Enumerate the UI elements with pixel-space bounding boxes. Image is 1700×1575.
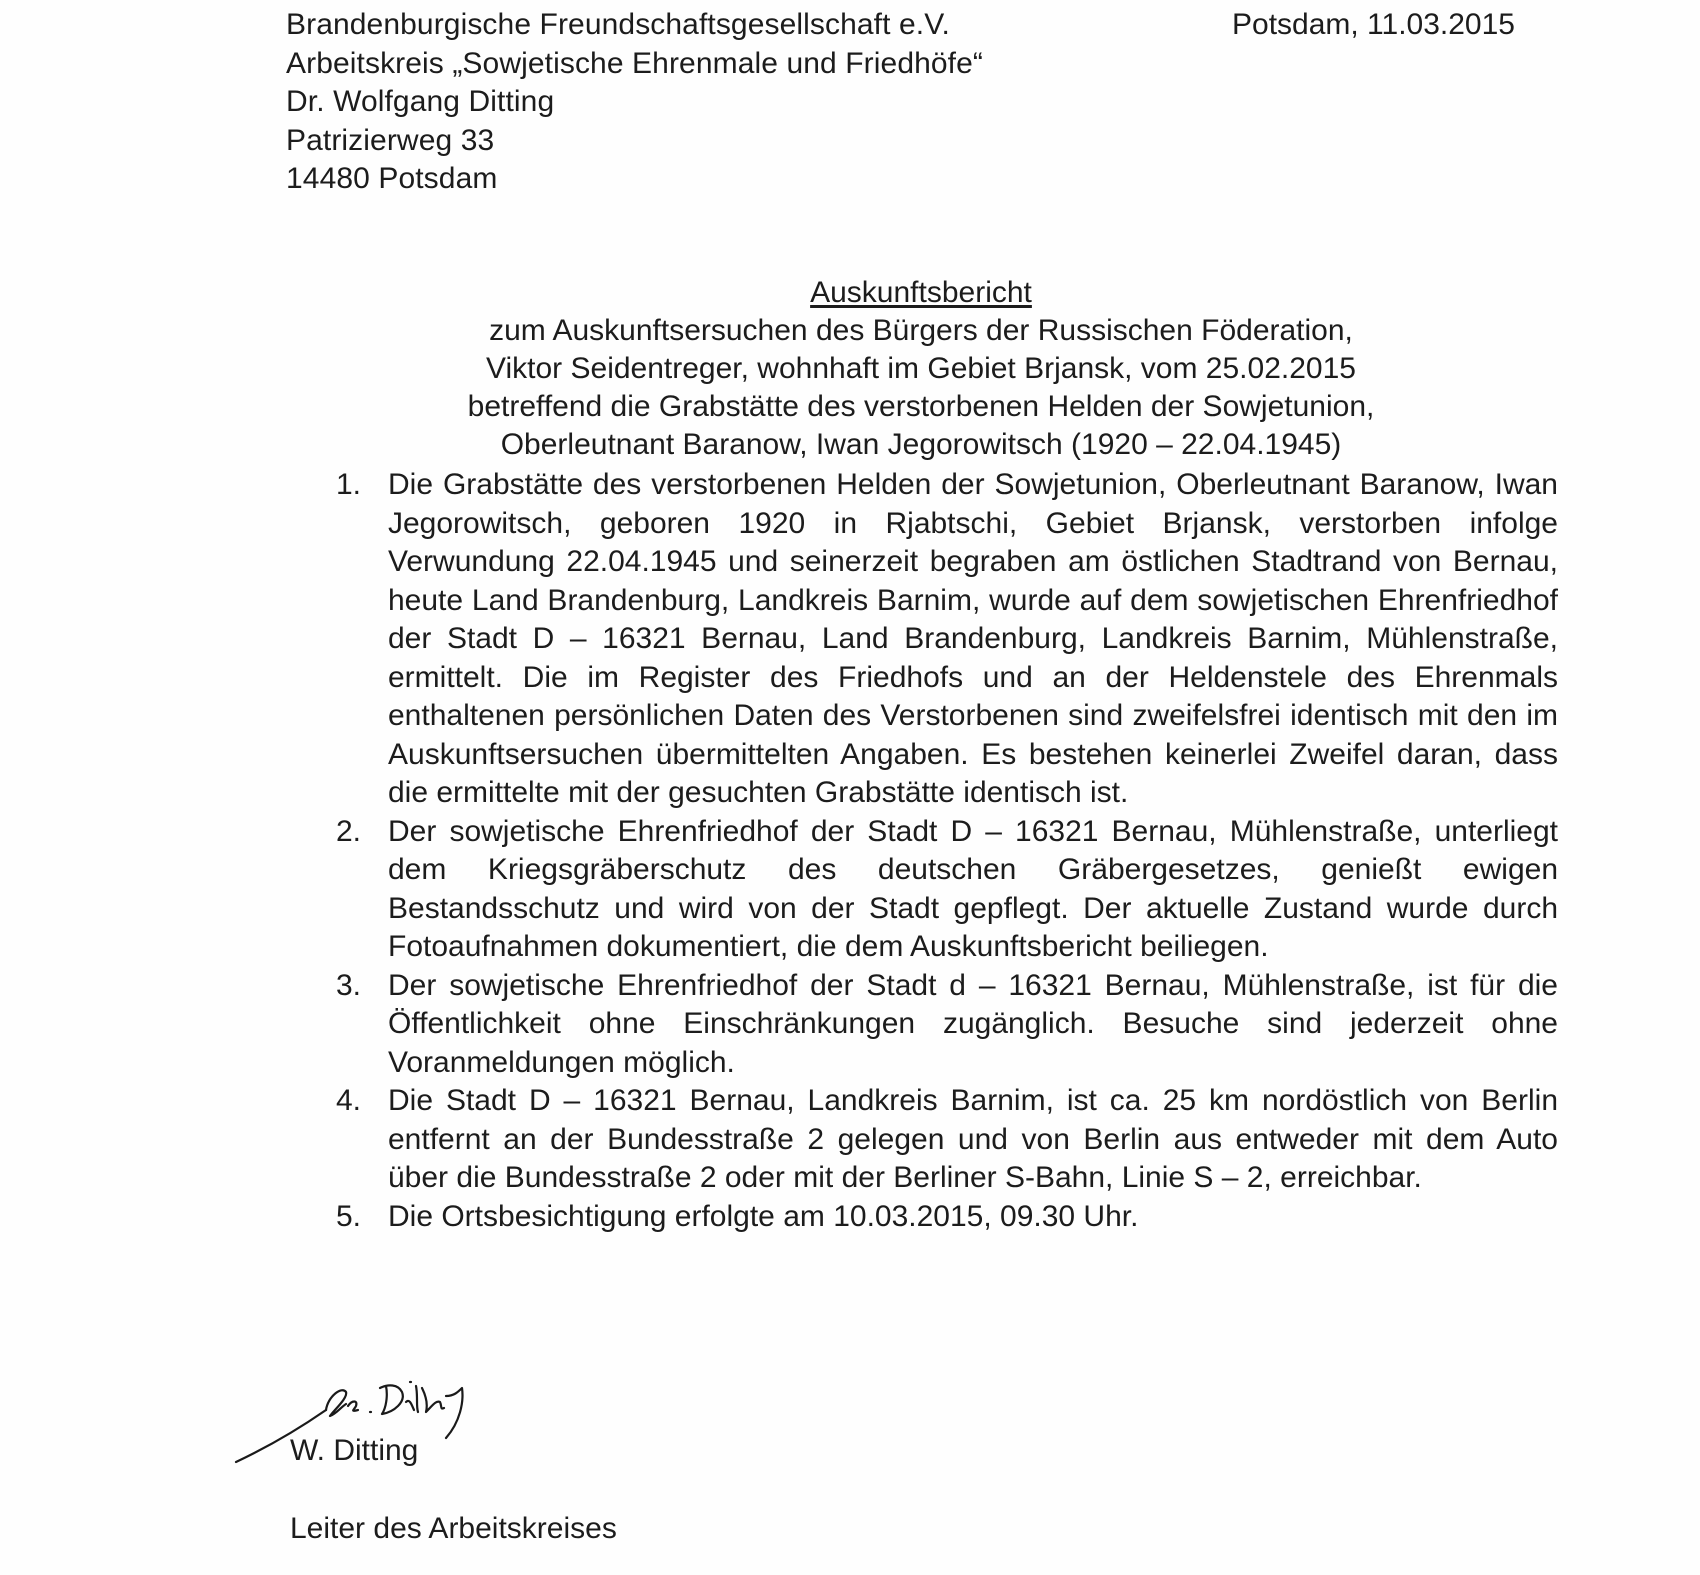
sender-address-block bbox=[286, 6, 983, 199]
item-number: 1. bbox=[336, 468, 362, 501]
list-item bbox=[332, 967, 1558, 1083]
item-text: Die Ortsbesichtigung erfolgte am 10.03.2015, 09.30 Uhr. bbox=[388, 1199, 1139, 1233]
report-items-list bbox=[332, 466, 1558, 1236]
item-number: 3. bbox=[336, 968, 362, 1002]
signer-role: Leiter des Arbeitskreises bbox=[290, 1512, 617, 1545]
item-text: Die Grabstätte des verstorbenen Helden der Sowjetunion, Oberleutnant Baranow, Iwan Jegorowitsch, geboren 1920 in Rjabtschi, Gebiet Brjansk, verstorben infolge Verwundung 22.04.1945 und seinerzeit begraben am östlichen Stadtrand von Bernau, heute Land Brandenburg, Landkreis Barnim, wurde auf dem sowjetischen Ehrenfriedhof der Stadt D – 16321 Bernau, Land Brandenburg, Landkreis Barnim, Mühlenstraße, ermittelt. Die im Register des Friedhofs und an der Heldenstele des Ehrenmals enthaltenen persönlichen Daten des Verstorbenen sind zweifelsfrei identisch mit den im Auskunftsersuchen übermittelten Angaben. Es bestehen keinerlei Zweifel daran, dass die ermittelte mit der gesuchten Grabstätte identisch ist. bbox=[388, 468, 1558, 809]
list-item bbox=[332, 1082, 1558, 1198]
report-heading bbox=[286, 274, 1556, 464]
item-number: 2. bbox=[336, 814, 362, 848]
item-text: Der sowjetische Ehrenfriedhof der Stadt D – 16321 Bernau, Mühlenstraße, unterliegt dem Kriegsgräberschutz des deutschen Gräbergesetzes, genießt ewigen Bestandsschutz und wird von der Stadt gepflegt. Der aktuelle Zustand wurde durch Fotoaufnahmen dokumentiert, die dem Auskunftsbericht beiliegen. bbox=[388, 814, 1558, 963]
sender-city: 14480 Potsdam bbox=[286, 162, 498, 195]
sender-working-group: Arbeitskreis „Sowjetische Ehrenmale und Friedhöfe“ bbox=[286, 46, 983, 80]
list-item bbox=[332, 813, 1558, 967]
sender-name: Dr. Wolfgang Ditting bbox=[286, 85, 555, 118]
item-text: Die Stadt D – 16321 Bernau, Landkreis Barnim, ist ca. 25 km nordöstlich von Berlin entfernt an der Bundesstraße 2 gelegen und von Berlin aus entweder mit dem Auto über die Bundesstraße 2 oder mit der Berliner S-Bahn, Linie S – 2, erreichbar. bbox=[388, 1084, 1558, 1194]
item-text: Der sowjetische Ehrenfriedhof der Stadt d – 16321 Bernau, Mühlenstraße, ist für die Öffentlichkeit ohne Einschränkungen zugänglich. Besuche sind jederzeit ohne Voranmeldungen möglich. bbox=[388, 968, 1558, 1079]
item-number: 4. bbox=[336, 1084, 362, 1117]
report-title: Auskunftsbericht bbox=[810, 276, 1032, 309]
heading-line: Oberleutnant Baranow, Iwan Jegorowitsch (1920 – 22.04.1945) bbox=[500, 428, 1342, 461]
item-number: 5. bbox=[336, 1199, 362, 1233]
list-item bbox=[332, 466, 1558, 813]
sender-organization: Brandenburgische Freundschaftsgesellschaft e.V. bbox=[286, 8, 950, 41]
heading-line: Viktor Seidentreger, wohnhaft im Gebiet Brjansk, vom 25.02.2015 bbox=[486, 352, 1356, 385]
sender-street: Patrizierweg 33 bbox=[286, 123, 495, 157]
heading-line: zum Auskunftsersuchen des Bürgers der Russischen Föderation, bbox=[489, 314, 1353, 347]
letter-date: Potsdam, 11.03.2015 bbox=[1232, 8, 1515, 41]
signer-name: W. Ditting bbox=[290, 1434, 419, 1467]
heading-line: betreffend die Grabstätte des verstorbenen Helden der Sowjetunion, bbox=[467, 390, 1375, 423]
list-item bbox=[332, 1198, 1558, 1237]
